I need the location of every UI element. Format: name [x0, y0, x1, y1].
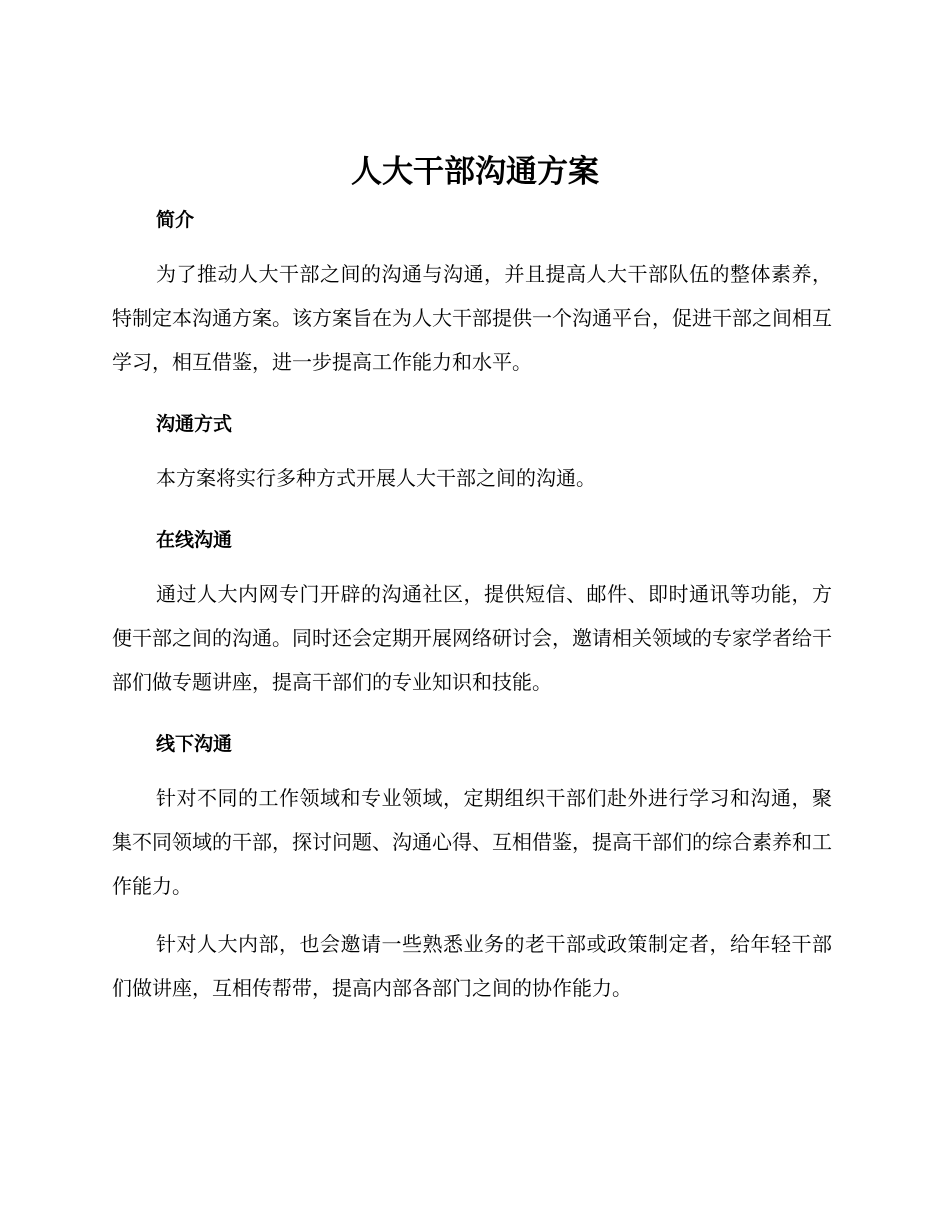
paragraph-online: 通过人大内网专门开辟的沟通社区，提供短信、邮件、即时通讯等功能，方便干部之间的沟通。同时还会定期开展网络研讨会，邀请相关领域的专家学者给干部们做专题讲座，提高干部们的专业知识和技能。	[112, 582, 832, 694]
document-body	[112, 200, 832, 1010]
paragraph-methods: 本方案将实行多种方式开展人大干部之间的沟通。	[156, 466, 596, 490]
section-heading-online: 在线沟通	[156, 529, 233, 551]
section-heading-offline: 线下沟通	[156, 733, 233, 755]
section-heading-methods: 沟通方式	[156, 413, 233, 435]
document-title: 人大干部沟通方案	[351, 154, 599, 190]
paragraph-intro: 为了推动人大干部之间的沟通与沟通，并且提高人大干部队伍的整体素养，特制定本沟通方案。该方案旨在为人大干部提供一个沟通平台，促进干部之间相互学习，相互借鉴，进一步提高工作能力和水平。	[112, 262, 832, 374]
section-heading-intro: 简介	[156, 209, 195, 231]
paragraph-offline-1: 针对不同的工作领域和专业领域，定期组织干部们赴外进行学习和沟通，聚集不同领域的干部，探讨问题、沟通心得、互相借鉴，提高干部们的综合素养和工作能力。	[112, 786, 832, 898]
paragraph-offline-2: 针对人大内部，也会邀请一些熟悉业务的老干部或政策制定者，给年轻干部们做讲座，互相传帮带，提高内部各部门之间的协作能力。	[112, 932, 832, 1000]
